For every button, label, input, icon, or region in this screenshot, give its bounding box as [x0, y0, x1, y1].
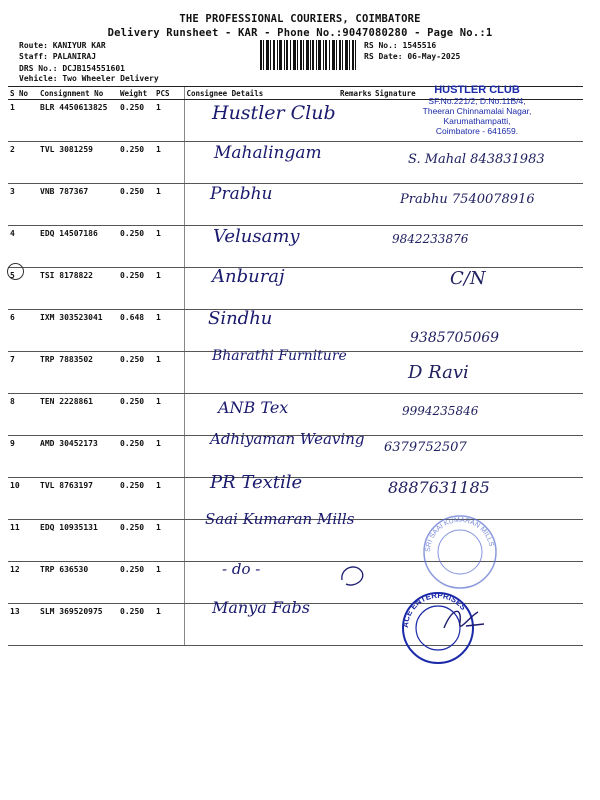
- handwritten-consignee-name: Hustler Club: [212, 102, 336, 124]
- row-pcs: 1: [154, 520, 184, 562]
- handwritten-signature: 9994235846: [402, 404, 479, 418]
- row-sno: 11: [8, 520, 38, 562]
- row-pcs: 1: [154, 394, 184, 436]
- rs-date: RS Date: 06-May-2025: [364, 52, 461, 61]
- row-sno: 2: [8, 142, 38, 184]
- row-signature: [373, 352, 583, 394]
- row-consignment-no: TVL 8763197: [38, 478, 118, 520]
- row-remarks: [338, 310, 373, 352]
- row-pcs: 1: [154, 184, 184, 226]
- handwritten-signature: 8887631185: [388, 478, 490, 497]
- row-pcs: 1: [154, 268, 184, 310]
- row-consignment-no: TVL 3081259: [38, 142, 118, 184]
- row-weight: 0.250: [118, 436, 154, 478]
- row-pcs: 1: [154, 226, 184, 268]
- row-remarks: [338, 268, 373, 310]
- row-consignment-no: EDQ 10935131: [38, 520, 118, 562]
- row-sno: 4: [8, 226, 38, 268]
- handwritten-signature: 9385705069: [410, 330, 500, 346]
- row-weight: 0.648: [118, 310, 154, 352]
- handwritten-consignee-name: Sindhu: [208, 308, 273, 329]
- row-pcs: 1: [154, 436, 184, 478]
- row-weight: 0.250: [118, 268, 154, 310]
- col-signature: Signature: [373, 87, 583, 100]
- handwritten-consignee-name: - do -: [222, 560, 261, 578]
- row-consignment-no: TRP 636530: [38, 562, 118, 604]
- handwritten-consignee-name: ANB Tex: [218, 398, 289, 417]
- row-sno: 3: [8, 184, 38, 226]
- row-remarks: [338, 184, 373, 226]
- row-consignment-no: AMD 30452173: [38, 436, 118, 478]
- handwritten-consignee-name: PR Textile: [210, 472, 303, 493]
- row-sno: 7: [8, 352, 38, 394]
- col-sno: S No: [8, 87, 38, 100]
- handwritten-consignee-name: Manya Fabs: [212, 598, 310, 617]
- handwritten-signature: 6379752507: [384, 440, 467, 455]
- handwritten-signature: 9842233876: [392, 232, 469, 246]
- handwritten-signature: Prabhu 7540078916: [400, 192, 535, 207]
- col-consignment: Consignment No: [38, 87, 118, 100]
- row-pcs: 1: [154, 604, 184, 646]
- row-5-circle-mark: [7, 263, 24, 280]
- hustler-stamp-name: HUSTLER CLUB: [434, 84, 520, 96]
- row-consignment-no: TSI 8178822: [38, 268, 118, 310]
- row-sno: 5: [8, 268, 38, 310]
- table-row: [8, 268, 583, 310]
- row-consignment-no: SLM 369520975: [38, 604, 118, 646]
- row-weight: 0.250: [118, 520, 154, 562]
- row-consignment-no: IXM 303523041: [38, 310, 118, 352]
- row-12-hand-mark-icon: [336, 560, 370, 590]
- row-weight: 0.250: [118, 226, 154, 268]
- row-weight: 0.250: [118, 604, 154, 646]
- row-pcs: 1: [154, 478, 184, 520]
- row-pcs: 1: [154, 310, 184, 352]
- drs-label: DRS No.: DCJB154551601: [19, 64, 125, 73]
- handwritten-signature: S. Mahal 843831983: [408, 152, 545, 167]
- handwritten-signature: C/N: [450, 268, 486, 289]
- col-remarks: Remarks: [340, 88, 372, 98]
- handwritten-consignee-name: Adhiyaman Weaving: [210, 430, 365, 448]
- handwritten-consignee-name: Saai Kumaran Mills: [205, 510, 355, 528]
- handwritten-signature: D Ravi: [408, 362, 469, 383]
- rs-number: RS No.: 1545516: [364, 41, 437, 50]
- row-sno: 1: [8, 100, 38, 142]
- handwritten-consignee-name: Bharathi Furniture: [212, 348, 347, 364]
- row-remarks: [338, 226, 373, 268]
- hustler-stamp-line1: SF.No.221/2, D.No.11B/4,: [428, 96, 526, 106]
- row-sno: 10: [8, 478, 38, 520]
- route-label: Route: KANIYUR KAR: [19, 41, 106, 50]
- row-sno: 6: [8, 310, 38, 352]
- hustler-stamp-line3: Karumathampatti,: [443, 116, 511, 126]
- company-title: THE PROFESSIONAL COURIERS, COIMBATORE: [179, 13, 421, 25]
- row-13-signature-scribble-icon: [440, 598, 490, 638]
- runsheet-subtitle: Delivery Runsheet - KAR - Phone No.:9047080280 - Page No.:1: [107, 27, 493, 39]
- col-pcs: PCS: [154, 87, 184, 100]
- row-weight: 0.250: [118, 478, 154, 520]
- vehicle-label: Vehicle: Two Wheeler Delivery: [19, 74, 159, 83]
- row-pcs: 1: [154, 352, 184, 394]
- row-weight: 0.250: [118, 100, 154, 142]
- handwritten-consignee-name: Mahalingam: [214, 143, 322, 163]
- barcode-icon: [260, 40, 356, 70]
- row-sno: 9: [8, 436, 38, 478]
- row-pcs: 1: [154, 142, 184, 184]
- row-pcs: 1: [154, 562, 184, 604]
- col-consignee-details: Consignee Details: [184, 87, 338, 100]
- row-weight: 0.250: [118, 142, 154, 184]
- row-remarks: [338, 100, 373, 142]
- hustler-club-stamp: [392, 84, 562, 136]
- col-weight: Weight: [118, 87, 154, 100]
- handwritten-consignee-name: Velusamy: [213, 226, 300, 247]
- row-sno: 13: [8, 604, 38, 646]
- row-pcs: 1: [154, 100, 184, 142]
- saai-stamp-text: SRI SAAI KUMARAN MILLS: [424, 516, 495, 553]
- row-consignment-no: VNB 787367: [38, 184, 118, 226]
- staff-label: Staff: PALANIRAJ: [19, 52, 97, 61]
- row-remarks: [338, 604, 373, 646]
- row-remarks: [338, 142, 373, 184]
- ace-stamp-text: ACE ENTERPRISES: [400, 590, 468, 629]
- row-consignment-no: EDQ 14507186: [38, 226, 118, 268]
- row-weight: 0.250: [118, 562, 154, 604]
- svg-text:SRI SAAI KUMARAN MILLS: [425, 517, 495, 552]
- row-weight: 0.250: [118, 394, 154, 436]
- saai-kumaran-stamp-icon: [420, 512, 500, 592]
- hustler-stamp-line4: Coimbatore - 641659.: [435, 126, 519, 136]
- row-consignment-no: BLR 4450613825: [38, 100, 118, 142]
- row-sno: 12: [8, 562, 38, 604]
- row-consignment-no: TEN 2228861: [38, 394, 118, 436]
- row-sno: 8: [8, 394, 38, 436]
- handwritten-consignee-name: Anburaj: [212, 266, 285, 287]
- row-weight: 0.250: [118, 184, 154, 226]
- row-consignment-no: TRP 7883502: [38, 352, 118, 394]
- hustler-stamp-line2: Theeran Chinnamalai Nagar,: [422, 106, 532, 116]
- handwritten-consignee-name: Prabhu: [210, 184, 273, 204]
- row-weight: 0.250: [118, 352, 154, 394]
